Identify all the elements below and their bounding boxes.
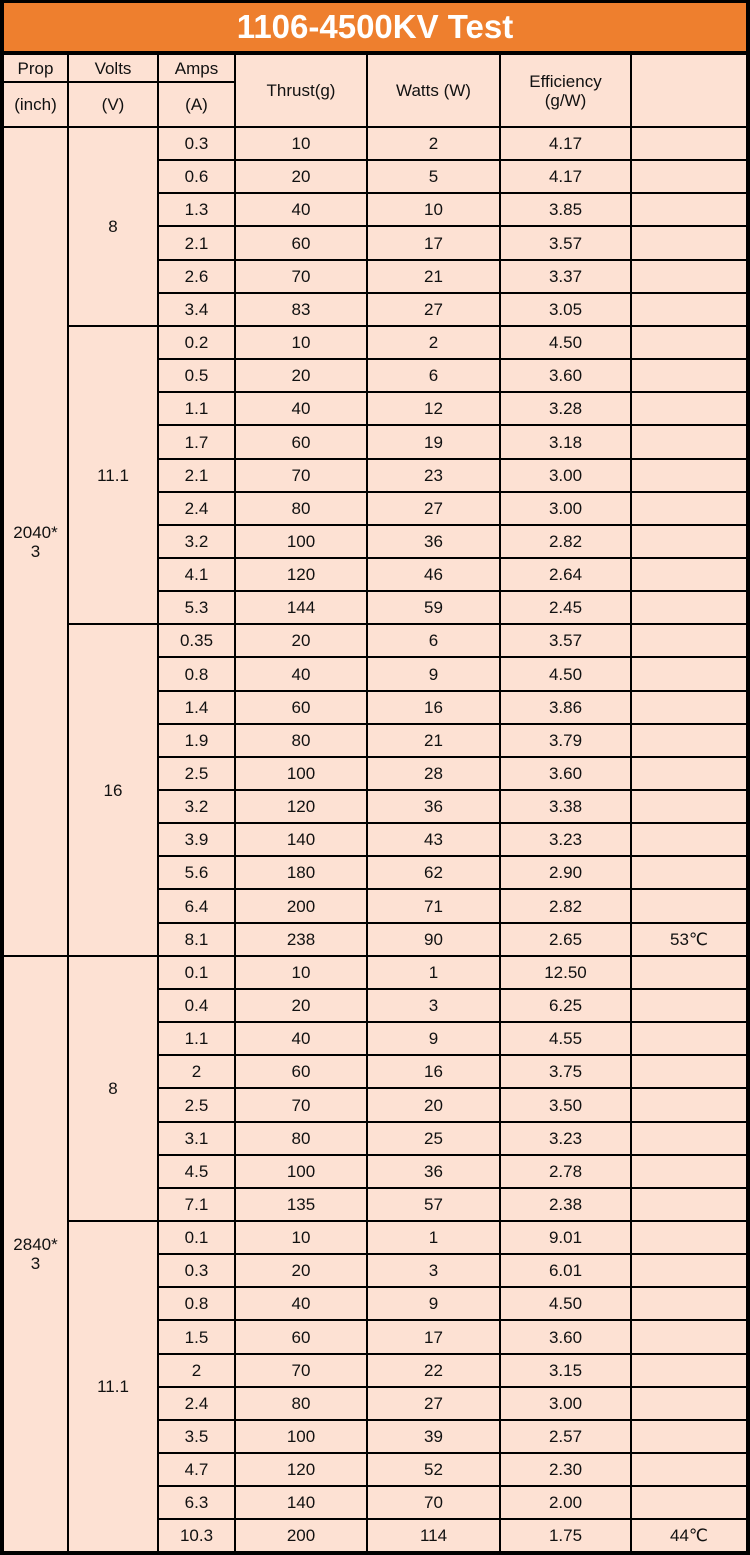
cell-eff: 2.30 <box>501 1454 630 1485</box>
cell-amps: 2.1 <box>159 460 234 491</box>
cell-thrust: 135 <box>236 1189 366 1220</box>
cell-temp <box>632 426 746 458</box>
cell-watts: 28 <box>368 758 499 789</box>
cell-watts: 2 <box>368 327 499 358</box>
header-efficiency-unit: (g/W) <box>544 90 587 110</box>
cell-thrust: 40 <box>236 658 366 690</box>
cell-thrust: 60 <box>236 692 366 723</box>
cell-watts: 62 <box>368 857 499 888</box>
cell-eff: 6.01 <box>501 1255 630 1286</box>
cell-watts: 36 <box>368 1156 499 1187</box>
cell-eff: 3.57 <box>501 625 630 656</box>
cell-temp <box>632 1487 746 1518</box>
cell-eff: 4.55 <box>501 1023 630 1054</box>
cell-watts: 1 <box>368 957 499 988</box>
header-amps: Amps <box>159 55 234 81</box>
cell-thrust: 200 <box>236 890 366 922</box>
cell-eff: 2.64 <box>501 559 630 590</box>
cell-watts: 36 <box>368 526 499 557</box>
cell-thrust: 80 <box>236 725 366 756</box>
cell-watts: 2 <box>368 128 499 159</box>
cell-eff: 3.75 <box>501 1056 630 1087</box>
cell-thrust: 10 <box>236 957 366 988</box>
cell-watts: 16 <box>368 692 499 723</box>
cell-thrust: 100 <box>236 1421 366 1452</box>
volts-cell: 11.1 <box>69 327 157 623</box>
cell-amps: 0.2 <box>159 327 234 358</box>
cell-temp <box>632 1023 746 1054</box>
prop-size: 2040* <box>13 522 58 542</box>
cell-eff: 3.00 <box>501 1388 630 1419</box>
cell-eff: 2.00 <box>501 1487 630 1518</box>
cell-amps: 3.1 <box>159 1123 234 1154</box>
cell-eff: 3.37 <box>501 261 630 292</box>
header-amps-unit: (A) <box>159 83 234 126</box>
prop-cell <box>4 957 67 1551</box>
cell-amps: 0.1 <box>159 957 234 988</box>
cell-watts: 57 <box>368 1189 499 1220</box>
cell-temp <box>632 1123 746 1154</box>
cell-thrust: 144 <box>236 592 366 623</box>
cell-temp <box>632 559 746 590</box>
cell-watts: 27 <box>368 294 499 325</box>
cell-thrust: 40 <box>236 1288 366 1319</box>
cell-thrust: 100 <box>236 1156 366 1187</box>
cell-watts: 114 <box>368 1520 499 1551</box>
cell-thrust: 120 <box>236 791 366 822</box>
cell-eff: 2.45 <box>501 592 630 623</box>
cell-thrust: 83 <box>236 294 366 325</box>
cell-watts: 9 <box>368 658 499 690</box>
cell-watts: 90 <box>368 924 499 955</box>
cell-thrust: 120 <box>236 559 366 590</box>
cell-amps: 4.5 <box>159 1156 234 1187</box>
cell-amps: 0.1 <box>159 1222 234 1253</box>
cell-temp <box>632 791 746 822</box>
cell-thrust: 80 <box>236 1388 366 1419</box>
cell-watts: 36 <box>368 791 499 822</box>
cell-temp: 53℃ <box>632 924 746 955</box>
cell-amps: 4.1 <box>159 559 234 590</box>
cell-temp <box>632 857 746 888</box>
cell-watts: 59 <box>368 592 499 623</box>
volts-cell: 8 <box>69 128 157 325</box>
cell-watts: 9 <box>368 1023 499 1054</box>
cell-eff: 3.85 <box>501 194 630 225</box>
cell-amps: 1.5 <box>159 1321 234 1353</box>
cell-eff: 3.86 <box>501 692 630 723</box>
cell-watts: 21 <box>368 261 499 292</box>
cell-thrust: 40 <box>236 393 366 424</box>
cell-watts: 70 <box>368 1487 499 1518</box>
cell-temp <box>632 360 746 391</box>
cell-amps: 1.9 <box>159 725 234 756</box>
cell-watts: 3 <box>368 990 499 1021</box>
header-prop: Prop <box>4 55 67 81</box>
header-prop-unit: (inch) <box>4 83 67 126</box>
cell-temp <box>632 227 746 259</box>
cell-amps: 2.1 <box>159 227 234 259</box>
cell-temp <box>632 1222 746 1253</box>
cell-watts: 19 <box>368 426 499 458</box>
cell-watts: 27 <box>368 493 499 524</box>
cell-watts: 1 <box>368 1222 499 1253</box>
cell-eff: 4.17 <box>501 128 630 159</box>
header-watts: Watts (W) <box>368 55 499 126</box>
prop-cell <box>4 128 67 955</box>
cell-watts: 5 <box>368 161 499 192</box>
cell-amps: 0.5 <box>159 360 234 391</box>
cell-eff: 3.23 <box>501 1123 630 1154</box>
cell-amps: 2 <box>159 1355 234 1386</box>
cell-eff: 2.65 <box>501 924 630 955</box>
cell-amps: 8.1 <box>159 924 234 955</box>
cell-eff: 3.38 <box>501 791 630 822</box>
cell-amps: 0.8 <box>159 658 234 690</box>
cell-thrust: 20 <box>236 360 366 391</box>
cell-thrust: 40 <box>236 194 366 225</box>
cell-thrust: 70 <box>236 1089 366 1121</box>
cell-eff: 1.75 <box>501 1520 630 1551</box>
cell-thrust: 100 <box>236 758 366 789</box>
prop-blades: 3 <box>30 541 41 561</box>
cell-temp <box>632 890 746 922</box>
header-thrust: Thrust(g) <box>236 55 366 126</box>
cell-amps: 3.4 <box>159 294 234 325</box>
header-volts: Volts <box>69 55 157 81</box>
cell-amps: 1.4 <box>159 692 234 723</box>
cell-eff: 3.18 <box>501 426 630 458</box>
cell-thrust: 60 <box>236 1056 366 1087</box>
cell-amps: 0.3 <box>159 128 234 159</box>
cell-amps: 6.3 <box>159 1487 234 1518</box>
cell-temp <box>632 327 746 358</box>
cell-temp <box>632 493 746 524</box>
cell-amps: 0.35 <box>159 625 234 656</box>
cell-amps: 6.4 <box>159 890 234 922</box>
cell-temp <box>632 957 746 988</box>
cell-amps: 2.5 <box>159 758 234 789</box>
cell-thrust: 80 <box>236 493 366 524</box>
cell-eff: 2.90 <box>501 857 630 888</box>
cell-thrust: 70 <box>236 1355 366 1386</box>
cell-temp <box>632 1454 746 1485</box>
cell-eff: 3.60 <box>501 360 630 391</box>
cell-eff: 3.00 <box>501 460 630 491</box>
cell-watts: 46 <box>368 559 499 590</box>
cell-eff: 6.25 <box>501 990 630 1021</box>
cell-temp <box>632 592 746 623</box>
cell-temp <box>632 1321 746 1353</box>
cell-amps: 3.9 <box>159 824 234 855</box>
cell-temp <box>632 824 746 855</box>
cell-eff: 4.17 <box>501 161 630 192</box>
cell-temp: 44℃ <box>632 1520 746 1551</box>
cell-eff: 2.78 <box>501 1156 630 1187</box>
sheet-title: 1106-4500KV Test <box>4 3 746 51</box>
cell-amps: 10.3 <box>159 1520 234 1551</box>
cell-eff: 9.01 <box>501 1222 630 1253</box>
cell-watts: 27 <box>368 1388 499 1419</box>
volts-cell: 16 <box>69 625 157 955</box>
cell-thrust: 120 <box>236 1454 366 1485</box>
cell-eff: 2.82 <box>501 890 630 922</box>
cell-temp <box>632 1056 746 1087</box>
cell-watts: 22 <box>368 1355 499 1386</box>
cell-temp <box>632 1089 746 1121</box>
cell-eff: 4.50 <box>501 658 630 690</box>
cell-watts: 9 <box>368 1288 499 1319</box>
cell-temp <box>632 1255 746 1286</box>
cell-amps: 2.6 <box>159 261 234 292</box>
cell-watts: 39 <box>368 1421 499 1452</box>
cell-eff: 3.79 <box>501 725 630 756</box>
cell-watts: 17 <box>368 1321 499 1353</box>
prop-size: 2840* <box>13 1235 58 1254</box>
cell-thrust: 140 <box>236 824 366 855</box>
cell-eff: 3.05 <box>501 294 630 325</box>
cell-amps: 1.7 <box>159 426 234 458</box>
cell-amps: 3.2 <box>159 526 234 557</box>
cell-watts: 6 <box>368 360 499 391</box>
cell-watts: 43 <box>368 824 499 855</box>
cell-eff: 3.50 <box>501 1089 630 1121</box>
cell-thrust: 10 <box>236 128 366 159</box>
cell-temp <box>632 294 746 325</box>
cell-amps: 0.6 <box>159 161 234 192</box>
cell-thrust: 10 <box>236 327 366 358</box>
cell-temp <box>632 194 746 225</box>
cell-eff: 3.00 <box>501 493 630 524</box>
cell-temp <box>632 625 746 656</box>
cell-amps: 2.4 <box>159 1388 234 1419</box>
cell-amps: 3.5 <box>159 1421 234 1452</box>
cell-amps: 2.5 <box>159 1089 234 1121</box>
header-extra <box>632 55 746 126</box>
cell-eff: 2.38 <box>501 1189 630 1220</box>
cell-thrust: 200 <box>236 1520 366 1551</box>
cell-watts: 23 <box>368 460 499 491</box>
cell-thrust: 60 <box>236 426 366 458</box>
cell-eff: 3.60 <box>501 1321 630 1353</box>
cell-amps: 5.6 <box>159 857 234 888</box>
cell-eff: 3.57 <box>501 227 630 259</box>
cell-thrust: 70 <box>236 460 366 491</box>
cell-watts: 25 <box>368 1123 499 1154</box>
cell-eff: 2.57 <box>501 1421 630 1452</box>
cell-thrust: 140 <box>236 1487 366 1518</box>
cell-amps: 3.2 <box>159 791 234 822</box>
header-volts-unit: (V) <box>69 83 157 126</box>
cell-watts: 71 <box>368 890 499 922</box>
cell-thrust: 100 <box>236 526 366 557</box>
cell-temp <box>632 758 746 789</box>
cell-amps: 7.1 <box>159 1189 234 1220</box>
cell-eff: 3.15 <box>501 1355 630 1386</box>
cell-temp <box>632 1189 746 1220</box>
cell-thrust: 20 <box>236 990 366 1021</box>
cell-eff: 4.50 <box>501 1288 630 1319</box>
cell-thrust: 180 <box>236 857 366 888</box>
cell-eff: 3.60 <box>501 758 630 789</box>
cell-temp <box>632 990 746 1021</box>
cell-amps: 0.3 <box>159 1255 234 1286</box>
cell-temp <box>632 460 746 491</box>
cell-temp <box>632 658 746 690</box>
cell-thrust: 20 <box>236 625 366 656</box>
header-efficiency-label: Efficiency <box>529 71 602 91</box>
cell-thrust: 238 <box>236 924 366 955</box>
cell-eff: 2.82 <box>501 526 630 557</box>
cell-temp <box>632 725 746 756</box>
header-efficiency <box>501 55 630 126</box>
cell-amps: 0.8 <box>159 1288 234 1319</box>
cell-amps: 1.1 <box>159 1023 234 1054</box>
cell-temp <box>632 1421 746 1452</box>
cell-temp <box>632 261 746 292</box>
cell-amps: 0.4 <box>159 990 234 1021</box>
cell-temp <box>632 526 746 557</box>
cell-temp <box>632 692 746 723</box>
cell-thrust: 20 <box>236 161 366 192</box>
cell-amps: 5.3 <box>159 592 234 623</box>
cell-watts: 3 <box>368 1255 499 1286</box>
cell-amps: 2.4 <box>159 493 234 524</box>
cell-watts: 20 <box>368 1089 499 1121</box>
cell-watts: 52 <box>368 1454 499 1485</box>
cell-temp <box>632 1355 746 1386</box>
cell-thrust: 40 <box>236 1023 366 1054</box>
cell-watts: 17 <box>368 227 499 259</box>
cell-amps: 2 <box>159 1056 234 1087</box>
cell-amps: 4.7 <box>159 1454 234 1485</box>
cell-thrust: 70 <box>236 261 366 292</box>
cell-thrust: 60 <box>236 1321 366 1353</box>
cell-watts: 21 <box>368 725 499 756</box>
cell-temp <box>632 1156 746 1187</box>
volts-cell: 11.1 <box>69 1222 157 1551</box>
volts-cell: 8 <box>69 957 157 1220</box>
cell-temp <box>632 161 746 192</box>
cell-temp <box>632 1388 746 1419</box>
cell-eff: 3.28 <box>501 393 630 424</box>
cell-temp <box>632 1288 746 1319</box>
cell-watts: 6 <box>368 625 499 656</box>
cell-thrust: 10 <box>236 1222 366 1253</box>
cell-watts: 12 <box>368 393 499 424</box>
cell-amps: 1.3 <box>159 194 234 225</box>
cell-eff: 12.50 <box>501 957 630 988</box>
cell-thrust: 60 <box>236 227 366 259</box>
cell-watts: 16 <box>368 1056 499 1087</box>
prop-blades: 3 <box>30 1254 41 1273</box>
cell-eff: 3.23 <box>501 824 630 855</box>
cell-thrust: 80 <box>236 1123 366 1154</box>
cell-temp <box>632 393 746 424</box>
cell-watts: 10 <box>368 194 499 225</box>
cell-eff: 4.50 <box>501 327 630 358</box>
cell-thrust: 20 <box>236 1255 366 1286</box>
cell-temp <box>632 128 746 159</box>
cell-amps: 1.1 <box>159 393 234 424</box>
